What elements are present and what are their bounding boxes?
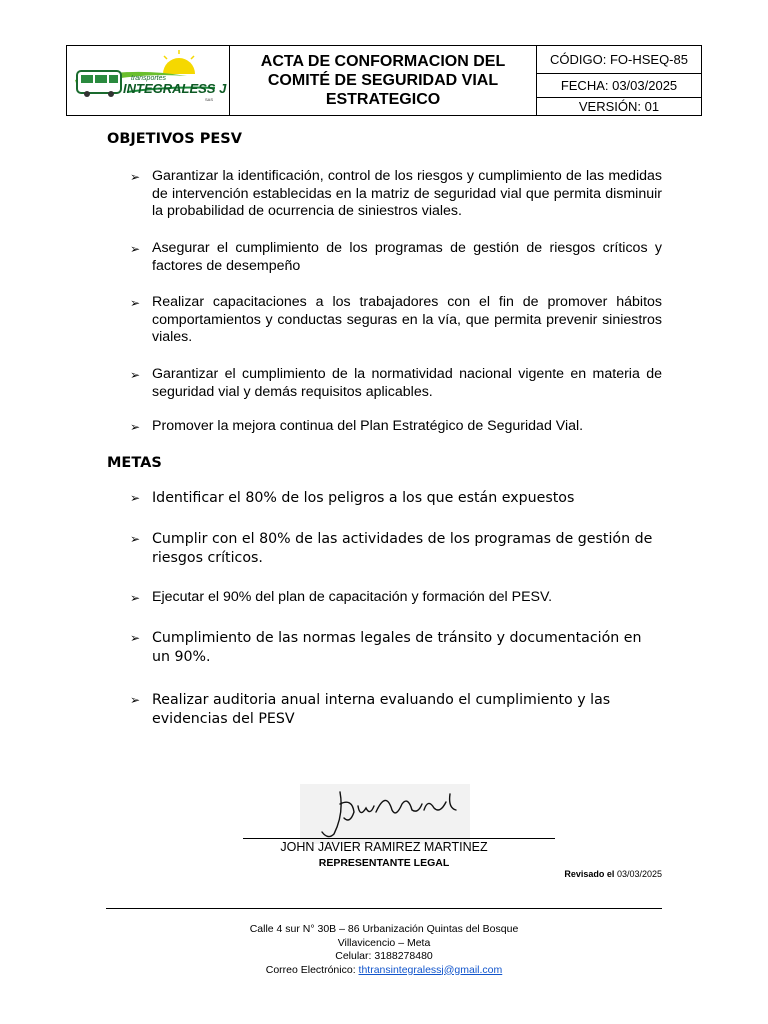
signer-name: JOHN JAVIER RAMIREZ MARTINEZ	[280, 840, 488, 854]
signer-role: REPRESENTANTE LEGAL	[318, 857, 450, 869]
arrowhead-bullet-icon: ➢	[130, 693, 141, 707]
footer-address: Calle 4 sur N° 30B – 86 Urbanización Quintas del Bosque	[249, 923, 519, 935]
objetivo-item: ➢ Garantizar el cumplimiento de la normatividad nacional vigente en materia de seguridad vial y demás requisitos aplicables.	[130, 366, 662, 400]
doc-version: VERSIÓN: 01	[537, 97, 701, 115]
arrowhead-bullet-icon: ➢	[130, 491, 141, 505]
document-header	[66, 45, 702, 116]
objetivo-item: ➢ Realizar capacitaciones a los trabajadores con el fin de promover hábitos comportamientos y conductas seguras en la vía, que permita prevenir siniestros viales.	[130, 294, 662, 345]
meta-item: ➢ Identificar el 80% de los peligros a los que están expuestos	[130, 490, 575, 506]
svg-text:INTEGRALESS J: INTEGRALESS J	[123, 81, 227, 96]
arrowhead-bullet-icon: ➢	[130, 532, 141, 546]
bus-sun-logo-icon	[67, 46, 227, 115]
arrowhead-bullet-icon: ➢	[130, 242, 141, 256]
arrowhead-bullet-icon: ➢	[130, 296, 141, 310]
arrowhead-bullet-icon: ➢	[130, 591, 141, 605]
objetivo-item: ➢ Promover la mejora continua del Plan Estratégico de Seguridad Vial.	[130, 418, 584, 434]
footer-phone: Celular: 3188278480	[335, 950, 433, 962]
footer-city: Villavicencio – Meta	[337, 936, 431, 949]
arrowhead-bullet-icon: ➢	[130, 631, 141, 645]
footer-email-label: Correo Electrónico:	[265, 963, 356, 976]
footer-email-link[interactable]: thtransintegralessj@gmail.com	[358, 963, 503, 976]
meta-item: ➢ Cumplimiento de las normas legales de tránsito y documentación en un 90%.	[130, 630, 642, 665]
handwritten-signature	[300, 784, 470, 844]
meta-item: ➢ Realizar auditoria anual interna evaluando el cumplimiento y las evidencias del PESV	[130, 692, 611, 727]
footer-divider	[106, 908, 662, 909]
doc-code: CÓDIGO: FO-HSEQ-85	[550, 51, 688, 67]
svg-text:SAS: SAS	[205, 97, 214, 102]
footer-email-row	[106, 964, 662, 978]
company-logo	[67, 46, 230, 115]
objetivo-item: ➢ Garantizar la identificación, control de los riesgos y cumplimiento de las medidas de intervención establecidas en la matriz de seguridad vial que permita disminuir la probabilidad de ocurrencia de siniestros viales.	[130, 168, 662, 219]
arrowhead-bullet-icon: ➢	[130, 368, 141, 382]
meta-item: ➢ Ejecutar el 90% del plan de capacitación y formación del PESV.	[130, 589, 553, 605]
signature-line	[243, 838, 555, 839]
arrowhead-bullet-icon: ➢	[130, 420, 141, 434]
review-stamp: Revisado el 03/03/2025	[564, 869, 662, 879]
objetivos-title: OBJETIVOS PESV	[107, 131, 242, 147]
document-title: ACTA DE CONFORMACION DEL COMITÉ DE SEGURIDAD VIAL ESTRATEGICO	[230, 46, 537, 115]
svg-text:transportes: transportes	[131, 75, 167, 82]
meta-item: ➢ Cumplir con el 80% de las actividades de los programas de gestión de riesgos críticos.	[130, 531, 653, 566]
document-meta	[537, 46, 701, 115]
arrowhead-bullet-icon: ➢	[130, 170, 141, 184]
page-footer	[106, 923, 662, 977]
objetivo-item: ➢ Asegurar el cumplimiento de los programas de gestión de riesgos críticos y factores de desempeño	[130, 240, 662, 274]
doc-date: FECHA: 03/03/2025	[537, 73, 701, 97]
metas-title: METAS	[107, 455, 162, 471]
